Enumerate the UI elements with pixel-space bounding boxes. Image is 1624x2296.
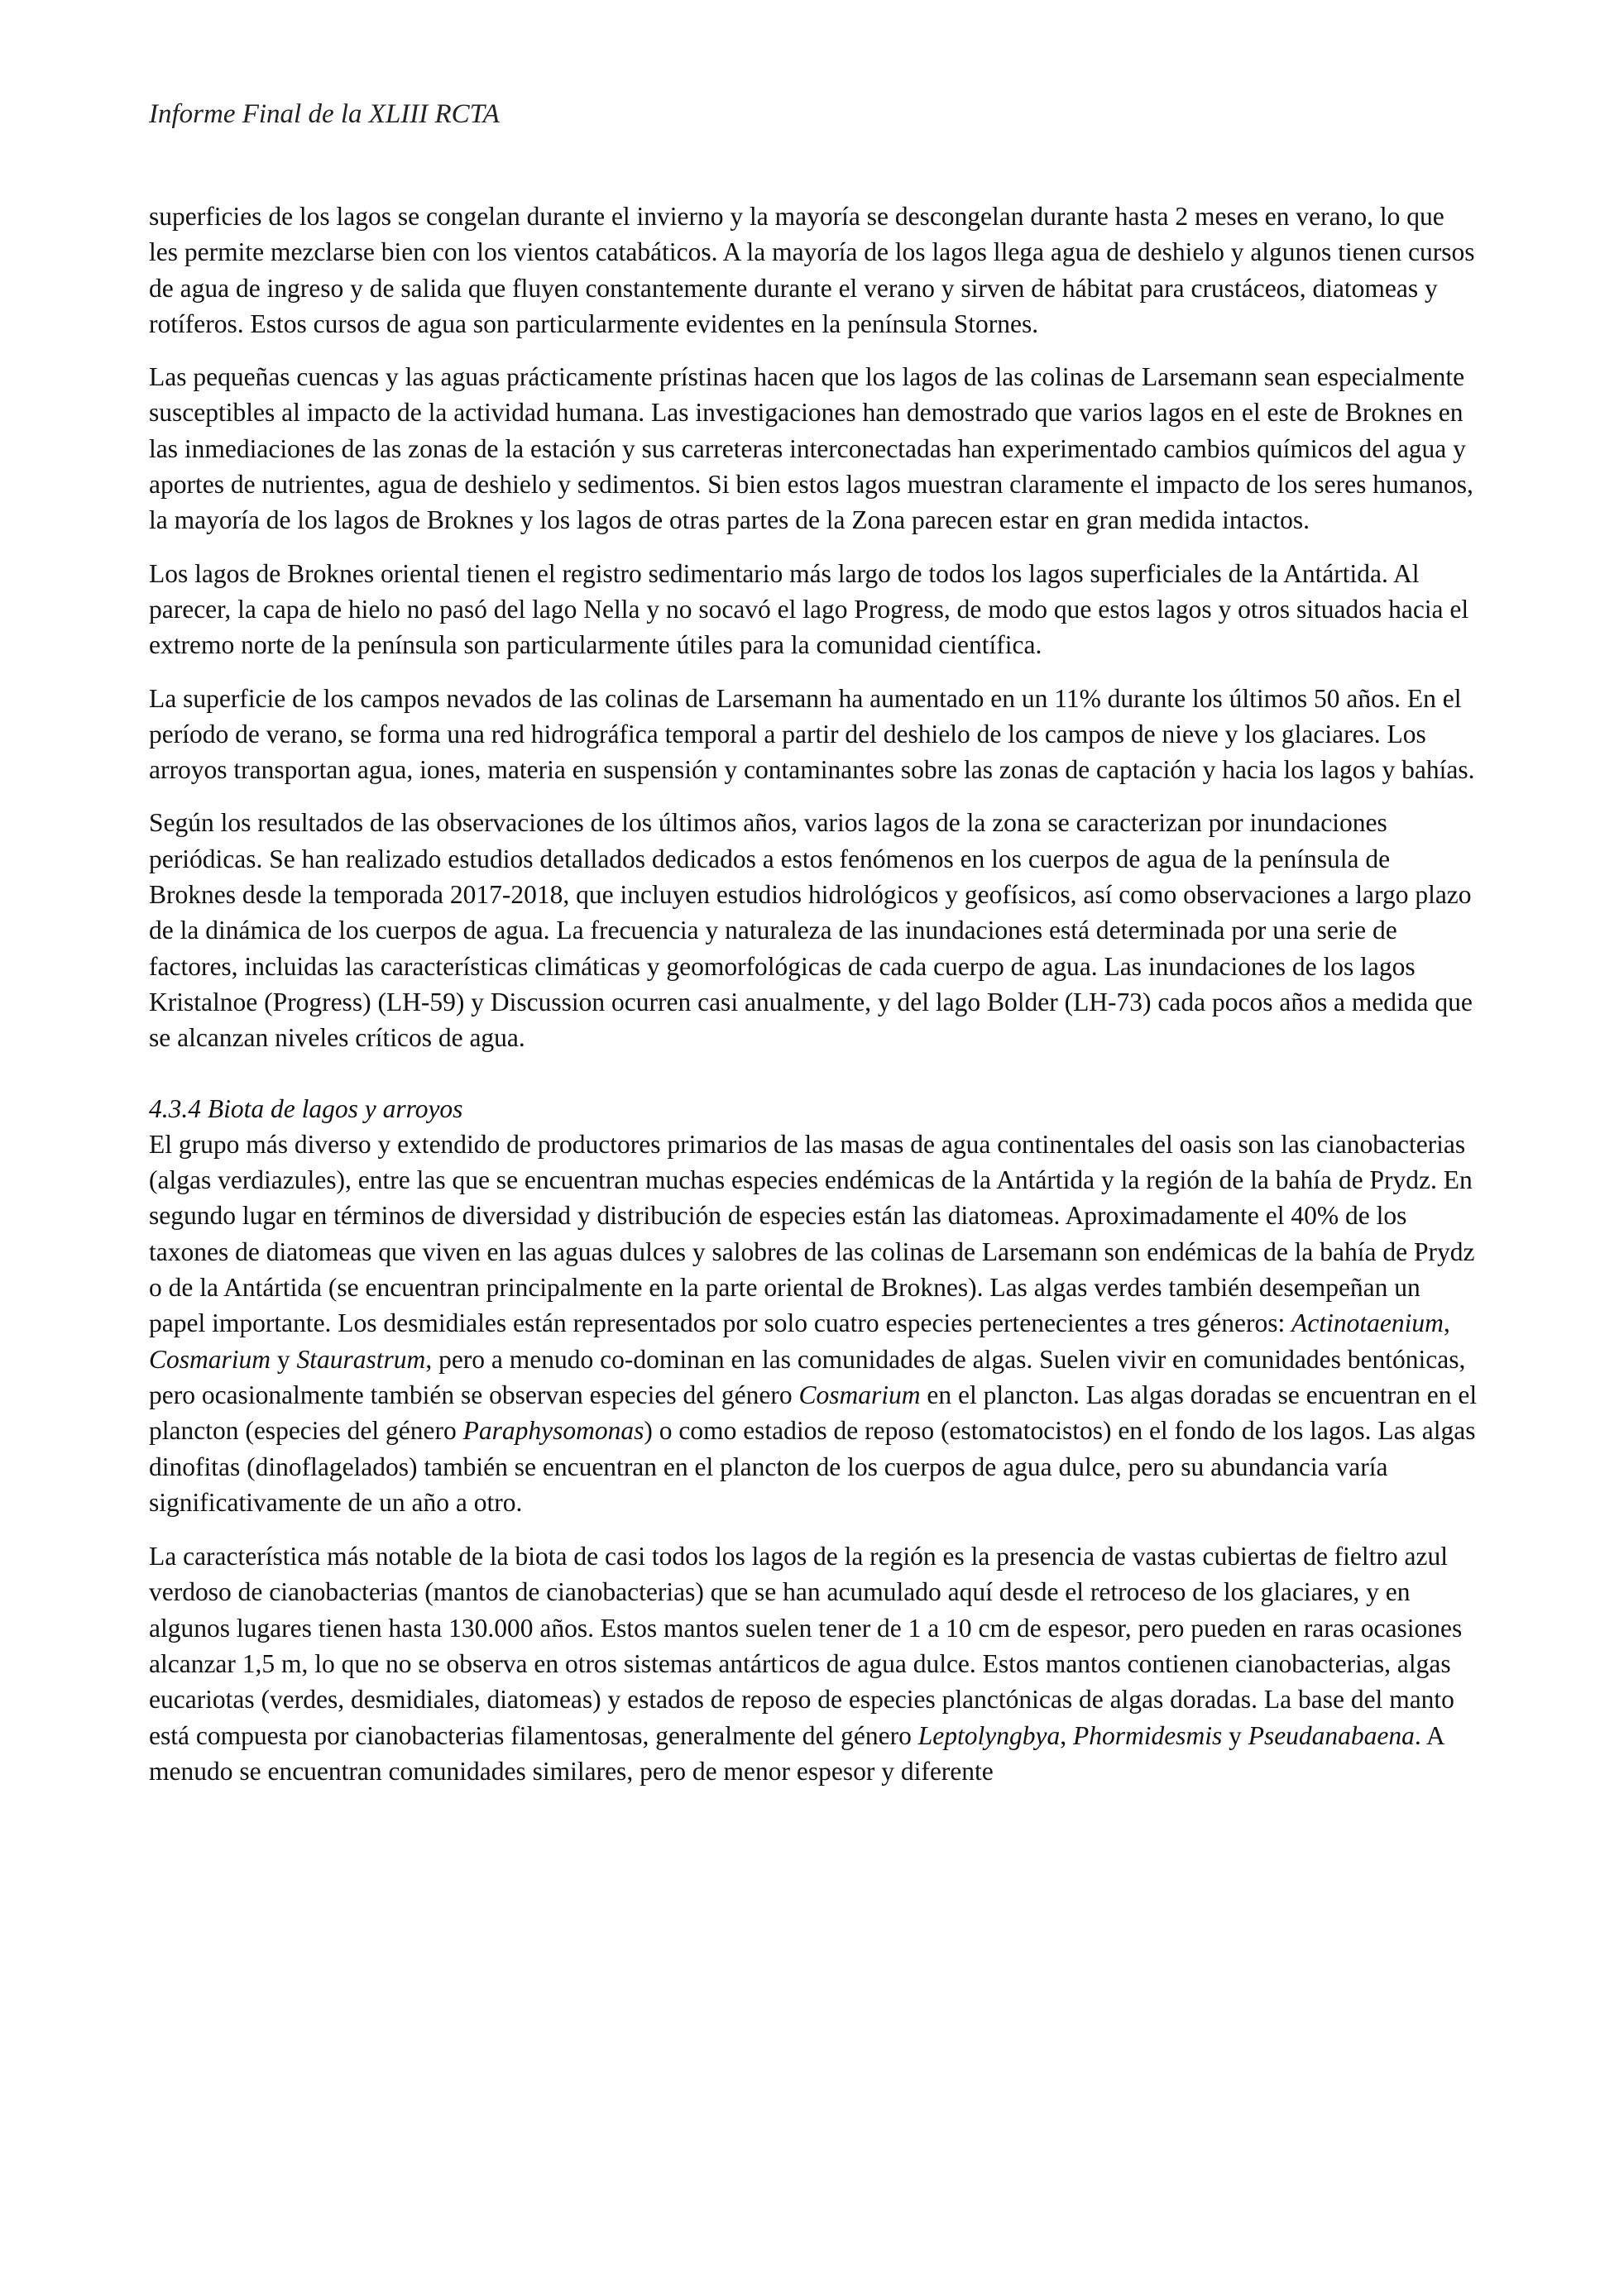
text-run: El grupo más diverso y extendido de productores primarios de las masas de agua continentales del oasis son las cianobacterias (algas verdiazules), entre las que se encuentran muchas especies endémicas de la Antártida y la región de la bahía de Prydz. En segundo lugar en términos de diversidad y distribución de especies están las diatomeas. Aproximadamente el 40% de los taxones de diatomeas que viven en las aguas dulces y salobres de las colinas de Larsemann son endémicas de la bahía de Prydz o de la Antártida (se encuentran principalmente en la parte oriental de Broknes). Las algas verdes también desempeñan un papel importante. Los desmidiales están representados por solo cuatro especies pertenecientes a tres géneros: bbox=[149, 1129, 1475, 1338]
text-run: , bbox=[1443, 1308, 1450, 1338]
text-run: , bbox=[1060, 1720, 1073, 1750]
body-text bbox=[149, 199, 1479, 1789]
paragraph-floods: Según los resultados de las observaciones de los últimos años, varios lagos de la zona se caracterizan por inundaciones periódicas. Se han realizado estudios detallados dedicados a estos fenómenos en los cuerpos de agua de la península de Broknes desde la temporada 2017-2018, que incluyen estudios hidrológicos y geofísicos, así como observaciones a largo plazo de la dinámica de los cuerpos de agua. La frecuencia y naturaleza de las inundaciones está determinada por una serie de factores, incluidas las características climáticas y geomorfológicas de cada cuerpo de agua. Las inundaciones de los lagos Kristalnoe (Progress) (LH-59) y Discussion ocurren casi anualmente, y del lago Bolder (LH-73) cada pocos años a medida que se alcanzan niveles críticos de agua. bbox=[149, 808, 1473, 1053]
genus-name: Cosmarium bbox=[798, 1380, 921, 1409]
paragraph-primary-producers bbox=[149, 1126, 1479, 1520]
text-run: ) o como estadios de reposo (estomatocistos) en el fondo de los lagos. Las algas dinofitas (dinoflagelados) también se encuentran en el plancton de los cuerpos de agua dulce, pero su abundancia varía significativamente de un año a otro. bbox=[149, 1416, 1476, 1517]
genus-name: Phormidesmis bbox=[1072, 1720, 1223, 1750]
genus-name: Staurastrum bbox=[296, 1344, 426, 1374]
text-run: y bbox=[1222, 1720, 1248, 1750]
running-header: Informe Final de la XLIII RCTA bbox=[149, 99, 500, 129]
section-heading: 4.3.4 Biota de lagos y arroyos bbox=[149, 1093, 463, 1123]
text-run: en el plancton. Las algas doradas se encuentran en el plancton (especies del género bbox=[149, 1380, 1478, 1446]
text-run: La característica más notable de la biota de casi todos los lagos de la región es la presencia de vastas cubiertas de fieltro azul verdoso de cianobacterias (mantos de cianobacterias) que se han acumulado aquí desde el retroceso de los glaciares, y en algunos lugares tienen hasta 130.000 años. Estos mantos suelen tener de 1 a 10 cm de espesor, pero pueden en raras ocasiones alcanzar 1,5 m, lo que no se observa en otros sistemas antárticos de agua dulce. Estos mantos contienen cianobacterias, algas eucariotas (verdes, desmidiales, diatomeas) y estados de reposo de especies planctónicas de algas doradas. La base del manto está compuesta por cianobacterias filamentosas, generalmente del género bbox=[149, 1542, 1463, 1750]
genus-name: Cosmarium bbox=[149, 1344, 271, 1374]
text-run: . A menudo se encuentran comunidades similares, pero de menor espesor y diferente bbox=[149, 1720, 1444, 1786]
paragraph-lake-freezing: superficies de los lagos se congelan durante el invierno y la mayoría se descongelan durante hasta 2 meses en verano, lo que les permite mezclarse bien con los vientos catabáticos. A la mayoría de los lagos llega agua de deshielo y algunos tienen cursos de agua de ingreso y de salida que fluyen constantemente durante el verano y sirven de hábitat para crustáceos, diatomeas y rotíferos. Estos cursos de agua son particularmente evidentes en la península Stornes. bbox=[149, 202, 1475, 338]
text-run: , pero a menudo co-dominan en las comunidades de algas. Suelen vivir en comunidades bentónicas, pero ocasionalmente también se observan especies del género bbox=[149, 1344, 1466, 1409]
paragraph-sediment-record: Los lagos de Broknes oriental tienen el registro sedimentario más largo de todos los lagos superficiales de la Antártida. Al parecer, la capa de hielo no pasó del lago Nella y no socavó el lago Progress, de modo que estos lagos y otros situados hacia el extremo norte de la península son particularmente útiles para la comunidad científica. bbox=[149, 558, 1469, 660]
genus-name: Pseudanabaena bbox=[1248, 1720, 1415, 1750]
paragraph-cyanobacteria-mats bbox=[149, 1538, 1479, 1789]
paragraph-snowfields: La superficie de los campos nevados de las colinas de Larsemann ha aumentado en un 11% durante los últimos 50 años. En el período de verano, se forma una red hidrográfica temporal a partir del deshielo de los campos de nieve y los glaciares. Los arroyos transportan agua, iones, materia en suspensión y contaminantes sobre las zonas de captación y hacia los lagos y bahías. bbox=[149, 683, 1475, 785]
text-run: y bbox=[271, 1344, 297, 1374]
genus-name: Actinotaenium bbox=[1291, 1308, 1444, 1338]
genus-name: Paraphysomonas bbox=[462, 1416, 644, 1446]
genus-name: Leptolyngbya bbox=[917, 1720, 1061, 1750]
paragraph-human-impact: Las pequeñas cuencas y las aguas prácticamente prístinas hacen que los lagos de las colinas de Larsemann sean especialmente susceptibles al impacto de la actividad humana. Las investigaciones han demostrado que varios lagos en el este de Broknes en las inmediaciones de las zonas de la estación y sus carreteras interconectadas han experimentado cambios químicos del agua y aportes de nutrientes, agua de deshielo y sedimentos. Si bien estos lagos muestran claramente el impacto de los seres humanos, la mayoría de los lagos de Broknes y los lagos de otras partes de la Zona parecen estar en gran medida intactos. bbox=[149, 362, 1473, 535]
